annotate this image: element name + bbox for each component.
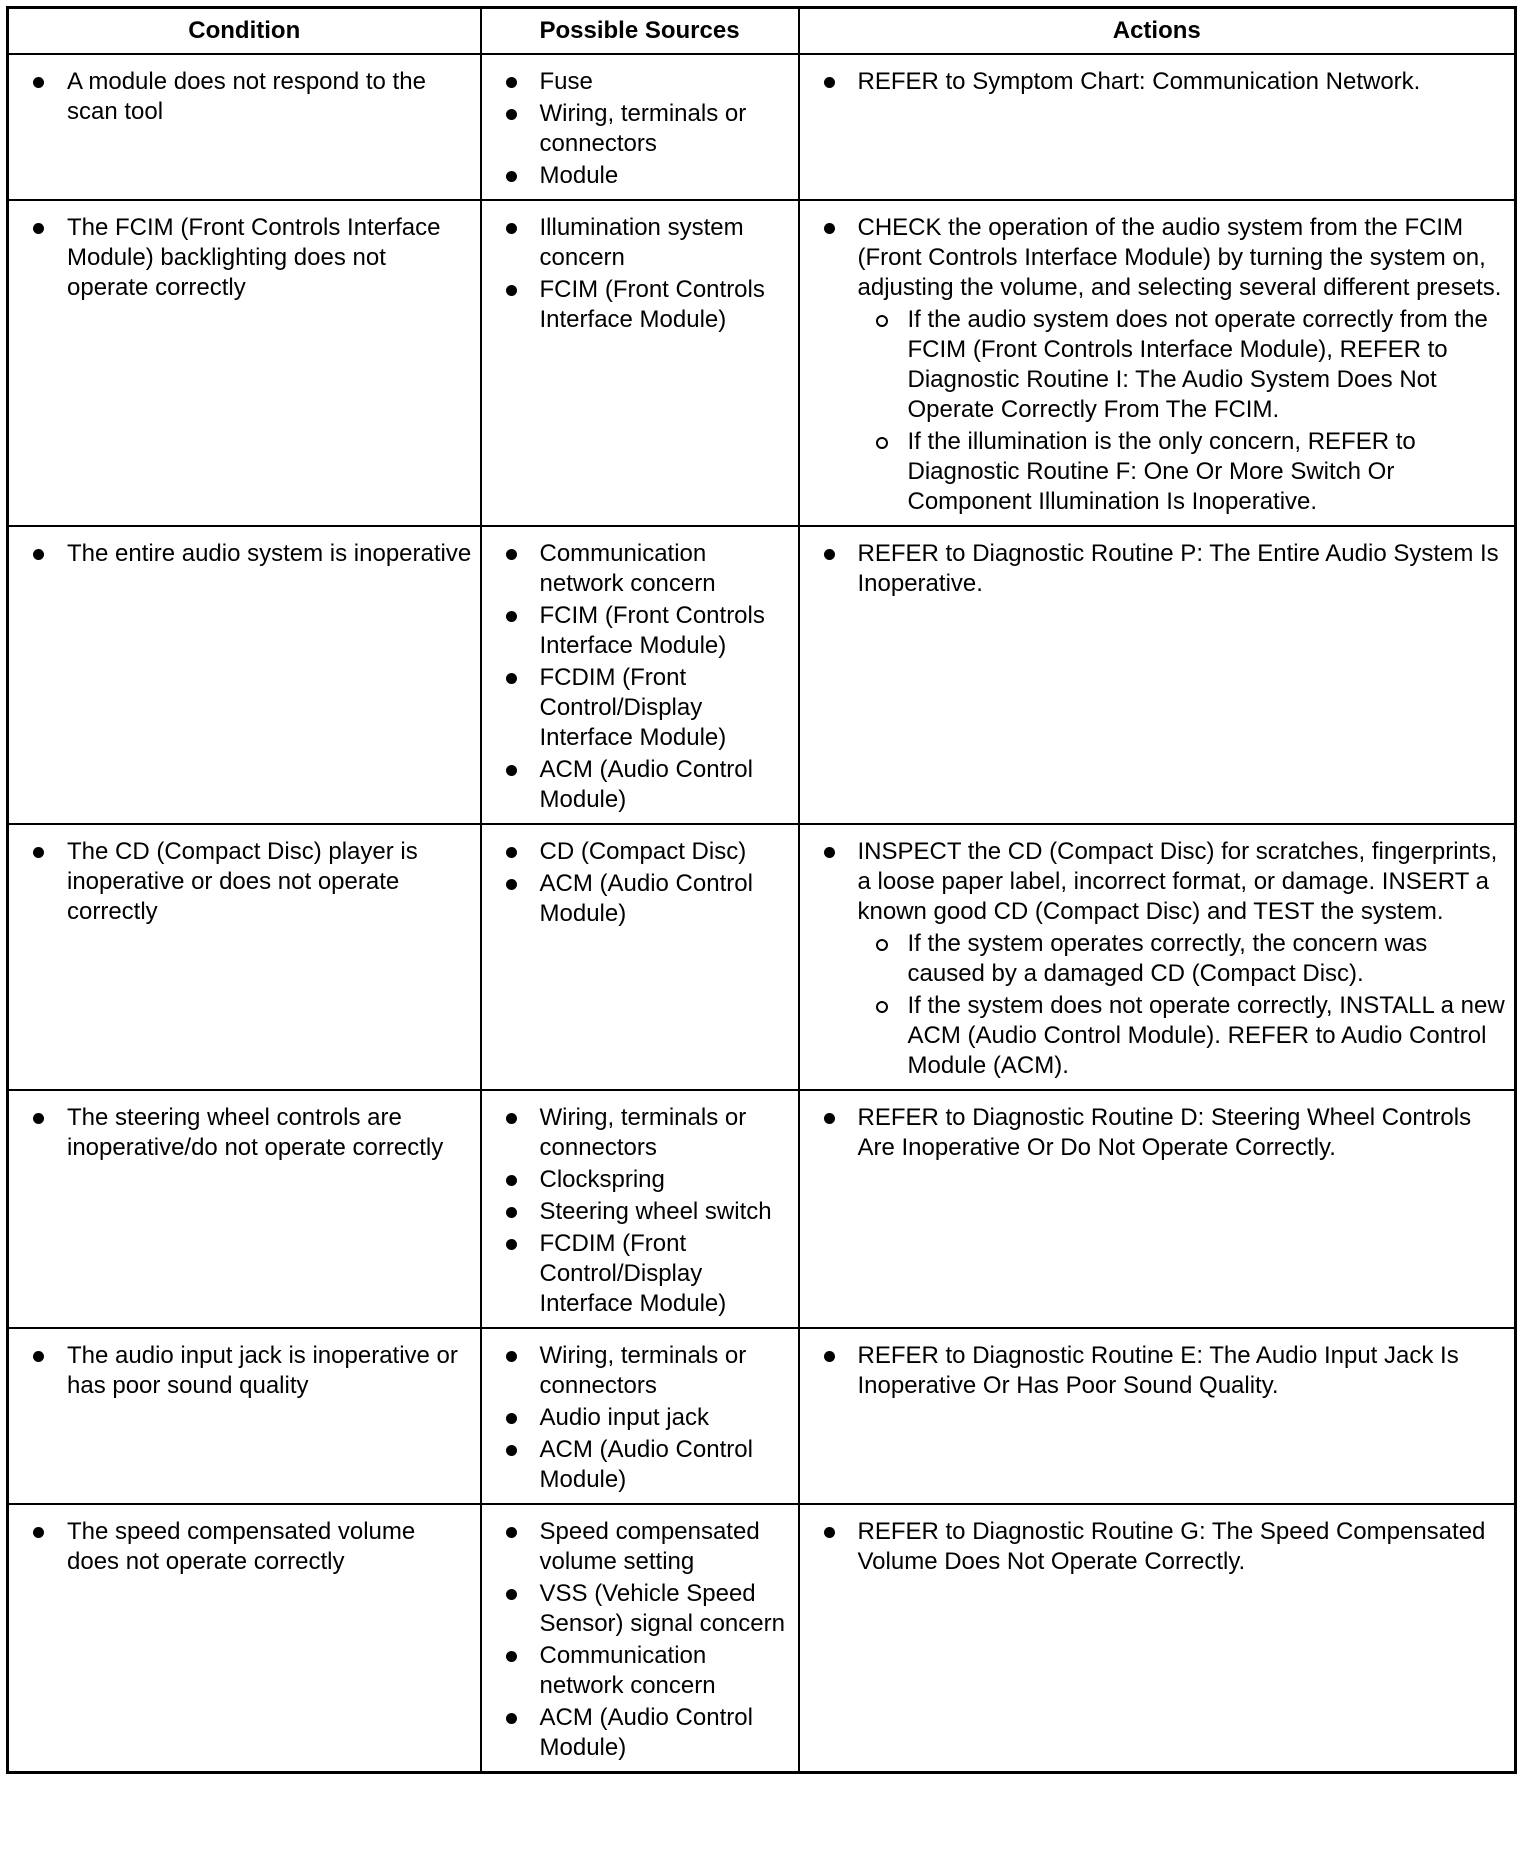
- source-item: ACM (Audio Control Module): [490, 755, 790, 815]
- actions-cell: [799, 824, 1516, 1090]
- source-item: CD (Compact Disc): [490, 837, 790, 867]
- actions-cell: [799, 526, 1516, 824]
- table-row: [8, 1328, 1516, 1504]
- actions-cell: [799, 1504, 1516, 1773]
- action-text: REFER to Diagnostic Routine D: Steering Wheel Controls Are Inoperative Or Do Not Operate Correctly.: [857, 1104, 1472, 1161]
- table-row: [8, 54, 1516, 200]
- condition-cell: [8, 1504, 481, 1773]
- condition-cell: [8, 1090, 481, 1328]
- action-text: REFER to Symptom Chart: Communication Network.: [857, 68, 1421, 95]
- action-text: REFER to Diagnostic Routine E: The Audio Input Jack Is Inoperative Or Has Poor Sound Quality.: [857, 1342, 1459, 1399]
- source-item: Fuse: [490, 67, 790, 97]
- header-row: [8, 8, 1516, 55]
- condition-text: A module does not respond to the scan tool: [17, 67, 472, 127]
- action-text: REFER to Diagnostic Routine P: The Entire Audio System Is Inoperative.: [857, 540, 1499, 597]
- action-item: [808, 539, 1507, 599]
- sub-action-item: If the audio system does not operate correctly from the FCIM (Front Controls Interface Module), REFER to Diagnostic Routine I: The Audio System Does Not Operate Correctly From The FCIM.: [858, 305, 1507, 425]
- source-item: Communication network concern: [490, 1641, 790, 1701]
- sources-cell: [481, 200, 799, 526]
- source-item: Illumination system concern: [490, 213, 790, 273]
- actions-cell: [799, 1090, 1516, 1328]
- condition-text: The audio input jack is inoperative or has poor sound quality: [17, 1341, 472, 1401]
- action-text: INSPECT the CD (Compact Disc) for scratches, fingerprints, a loose paper label, incorrect format, or damage. INSERT a known good CD (Compact Disc) and TEST the system.: [857, 838, 1498, 925]
- table-row: [8, 824, 1516, 1090]
- condition-text: The FCIM (Front Controls Interface Module) backlighting does not operate correctly: [17, 213, 472, 303]
- action-item: [808, 837, 1507, 1081]
- condition-text: The speed compensated volume does not operate correctly: [17, 1517, 472, 1577]
- action-item: [808, 1517, 1507, 1577]
- source-item: Communication network concern: [490, 539, 790, 599]
- source-item: Wiring, terminals or connectors: [490, 99, 790, 159]
- action-item: [808, 1341, 1507, 1401]
- actions-cell: [799, 200, 1516, 526]
- sources-cell: [481, 1090, 799, 1328]
- source-item: ACM (Audio Control Module): [490, 869, 790, 929]
- condition-text: The steering wheel controls are inoperative/do not operate correctly: [17, 1103, 472, 1163]
- condition-cell: [8, 54, 481, 200]
- source-item: Speed compensated volume setting: [490, 1517, 790, 1577]
- sub-action-item: If the system operates correctly, the concern was caused by a damaged CD (Compact Disc).: [858, 929, 1507, 989]
- sub-action-item: If the system does not operate correctly, INSTALL a new ACM (Audio Control Module). REFER to Audio Control Module (ACM).: [858, 991, 1507, 1081]
- source-item: Audio input jack: [490, 1403, 790, 1433]
- condition-cell: [8, 526, 481, 824]
- source-item: ACM (Audio Control Module): [490, 1435, 790, 1495]
- sources-cell: [481, 824, 799, 1090]
- source-item: FCIM (Front Controls Interface Module): [490, 601, 790, 661]
- source-item: FCIM (Front Controls Interface Module): [490, 275, 790, 335]
- table-body: [8, 54, 1516, 1773]
- source-item: VSS (Vehicle Speed Sensor) signal concern: [490, 1579, 790, 1639]
- condition-cell: [8, 200, 481, 526]
- symptom-table: [6, 6, 1517, 1774]
- actions-cell: [799, 54, 1516, 200]
- source-item: FCDIM (Front Control/Display Interface Module): [490, 1229, 790, 1319]
- action-item: [808, 213, 1507, 517]
- header-condition: Condition: [8, 8, 481, 55]
- table-row: [8, 200, 1516, 526]
- condition-text: The CD (Compact Disc) player is inoperative or does not operate correctly: [17, 837, 472, 927]
- table-row: [8, 1504, 1516, 1773]
- source-item: Wiring, terminals or connectors: [490, 1103, 790, 1163]
- source-item: Clockspring: [490, 1165, 790, 1195]
- source-item: Module: [490, 161, 790, 191]
- table-row: [8, 526, 1516, 824]
- action-text: REFER to Diagnostic Routine G: The Speed Compensated Volume Does Not Operate Correctly.: [857, 1518, 1486, 1575]
- sources-cell: [481, 526, 799, 824]
- condition-text: The entire audio system is inoperative: [17, 539, 472, 569]
- condition-cell: [8, 1328, 481, 1504]
- sources-cell: [481, 1328, 799, 1504]
- action-text: CHECK the operation of the audio system from the FCIM (Front Controls Interface Module) by turning the system on, adjusting the volume, and selecting several different presets.: [857, 214, 1502, 301]
- header-possible-sources: Possible Sources: [481, 8, 799, 55]
- sub-action-item: If the illumination is the only concern, REFER to Diagnostic Routine F: One Or More Switch Or Component Illumination Is Inoperative.: [858, 427, 1507, 517]
- source-item: ACM (Audio Control Module): [490, 1703, 790, 1763]
- condition-cell: [8, 824, 481, 1090]
- table-row: [8, 1090, 1516, 1328]
- action-item: [808, 67, 1507, 97]
- source-item: Wiring, terminals or connectors: [490, 1341, 790, 1401]
- source-item: Steering wheel switch: [490, 1197, 790, 1227]
- action-item: [808, 1103, 1507, 1163]
- symptom-chart: [6, 6, 1514, 1774]
- source-item: FCDIM (Front Control/Display Interface Module): [490, 663, 790, 753]
- sources-cell: [481, 1504, 799, 1773]
- actions-cell: [799, 1328, 1516, 1504]
- header-actions: Actions: [799, 8, 1516, 55]
- sources-cell: [481, 54, 799, 200]
